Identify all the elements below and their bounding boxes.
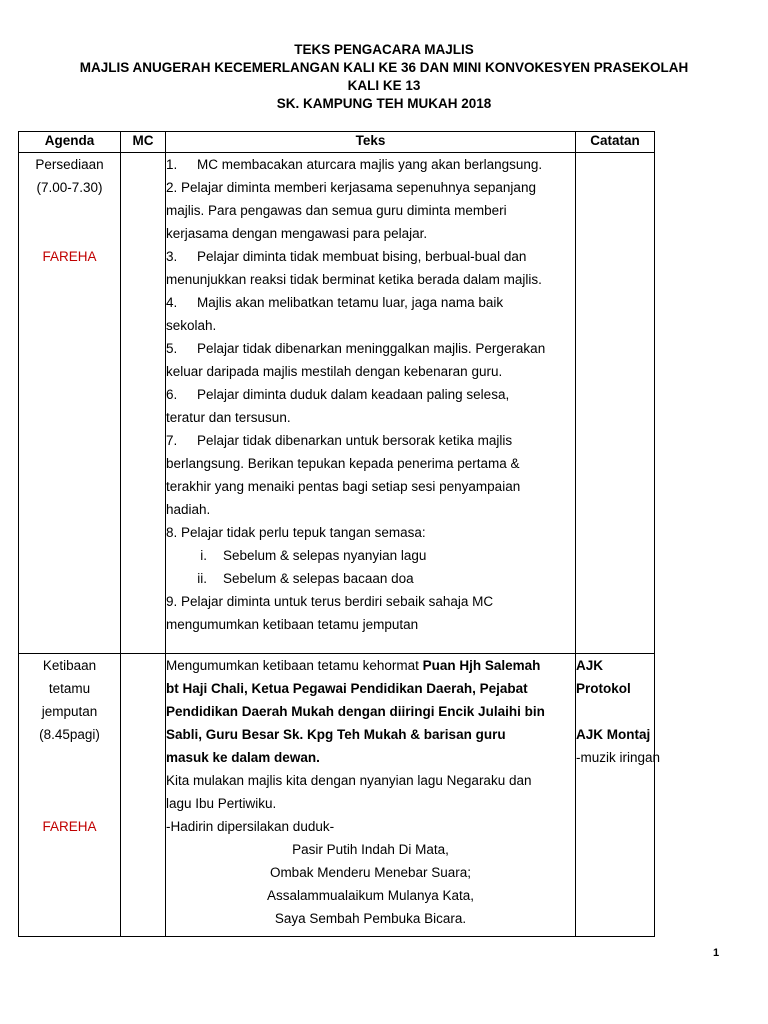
column-header-teks: Teks <box>166 132 576 153</box>
agenda-time: (7.00-7.30) <box>36 180 103 195</box>
sub-list-item: i. Sebelum & selepas nyanyian lagu <box>200 548 427 563</box>
catatan-ajk-protokol: AJK <box>576 658 604 673</box>
header-title: TEKS PENGACARA MAJLIS <box>294 42 474 57</box>
page-number: 1 <box>713 947 720 959</box>
announcement-line: Mengumumkan ketibaan tetamu kehormat Puan Hjh Salemah <box>166 658 541 673</box>
document-header <box>0 41 768 113</box>
catatan-ajk-protokol: Protokol <box>576 681 631 696</box>
table-header-row <box>19 132 655 153</box>
catatan-cell <box>576 153 655 654</box>
script-table <box>18 131 661 937</box>
sub-list-item: ii. Sebelum & selepas bacaan doa <box>197 571 414 586</box>
list-item: 7. Pelajar tidak dibenarkan untuk bersorak ketika majlis <box>166 433 513 448</box>
poem-line: Assalammualaikum Mulanya Kata, <box>266 888 475 903</box>
list-item: sekolah. <box>166 318 217 333</box>
list-item: majlis. Para pengawas dan semua guru diminta memberi <box>166 203 507 218</box>
list-item: hadiah. <box>166 502 211 517</box>
list-item: berlangsung. Berikan tepukan kepada penerima pertama & <box>166 456 520 471</box>
poem-line: Pasir Putih Indah Di Mata, <box>292 842 449 857</box>
announcement-line: lagu Ibu Pertiwiku. <box>166 796 277 811</box>
header-event-edition: KALI KE 13 <box>347 78 421 93</box>
teks-cell <box>166 654 576 937</box>
catatan-muzik: -muzik iringan <box>576 750 661 765</box>
column-header-agenda: Agenda <box>19 132 121 153</box>
agenda-cell <box>19 654 121 937</box>
header-school: SK. KAMPUNG TEH MUKAH 2018 <box>276 96 492 111</box>
list-item: menunjukkan reaksi tidak berminat ketika berada dalam majlis. <box>166 272 542 287</box>
mc-cell <box>121 654 166 937</box>
agenda-label: tetamu <box>48 681 91 696</box>
column-header-mc: MC <box>121 132 166 153</box>
list-item: 9. Pelajar diminta untuk terus berdiri sebaik sahaja MC <box>166 594 494 609</box>
column-header-catatan: Catatan <box>576 132 655 153</box>
catatan-cell <box>576 654 661 937</box>
mc-name: FAREHA <box>42 249 97 264</box>
agenda-time: (8.45pagi) <box>39 727 100 742</box>
list-item: kerjasama dengan mengawasi para pelajar. <box>166 226 428 241</box>
list-item: 2. Pelajar diminta memberi kerjasama sepenuhnya sepanjang <box>166 180 536 195</box>
list-item: 6. Pelajar diminta duduk dalam keadaan paling selesa, <box>166 387 510 402</box>
mc-cell <box>121 153 166 654</box>
header-event-name: MAJLIS ANUGERAH KECEMERLANGAN KALI KE 36 DAN MINI KONVOKESYEN PRASEKOLAH <box>79 60 689 75</box>
announcement-line: Pendidikan Daerah Mukah dengan diiringi Encik Julaihi bin <box>166 704 545 719</box>
list-item: 3. Pelajar diminta tidak membuat bising, berbual-bual dan <box>166 249 527 264</box>
announcement-line: -Hadirin dipersilakan duduk- <box>166 819 335 834</box>
list-item: 5. Pelajar tidak dibenarkan meninggalkan majlis. Pergerakan <box>166 341 546 356</box>
list-item: mengumumkan ketibaan tetamu jemputan <box>166 617 419 632</box>
teks-cell <box>166 153 576 654</box>
list-item: 1. MC membacakan aturcara majlis yang akan berlangsung. <box>166 157 543 172</box>
announcement-line: Kita mulakan majlis kita dengan nyanyian lagu Negaraku dan <box>166 773 532 788</box>
announcement-line: Sabli, Guru Besar Sk. Kpg Teh Mukah & barisan guru <box>166 727 506 742</box>
list-item: 4. Majlis akan melibatkan tetamu luar, jaga nama baik <box>166 295 504 310</box>
table-row <box>19 654 655 937</box>
poem-line: Ombak Menderu Menebar Suara; <box>269 865 472 880</box>
agenda-label: Ketibaan <box>42 658 97 673</box>
list-item: keluar daripada majlis mestilah dengan kebenaran guru. <box>166 364 503 379</box>
table-row <box>19 153 655 654</box>
announcement-line: masuk ke dalam dewan. <box>166 750 320 765</box>
list-item: teratur dan tersusun. <box>166 410 291 425</box>
announcement-line: bt Haji Chali, Ketua Pegawai Pendidikan Daerah, Pejabat <box>166 681 528 696</box>
poem-line: Saya Sembah Pembuka Bicara. <box>274 911 467 926</box>
agenda-cell <box>19 153 121 654</box>
list-item: 8. Pelajar tidak perlu tepuk tangan semasa: <box>166 525 426 540</box>
catatan-ajk-montaj: AJK Montaj <box>576 727 651 742</box>
mc-name: FAREHA <box>42 819 97 834</box>
agenda-label: jemputan <box>41 704 98 719</box>
agenda-label: Persediaan <box>35 157 104 172</box>
list-item: terakhir yang menaiki pentas bagi setiap sesi penyampaian <box>166 479 521 494</box>
